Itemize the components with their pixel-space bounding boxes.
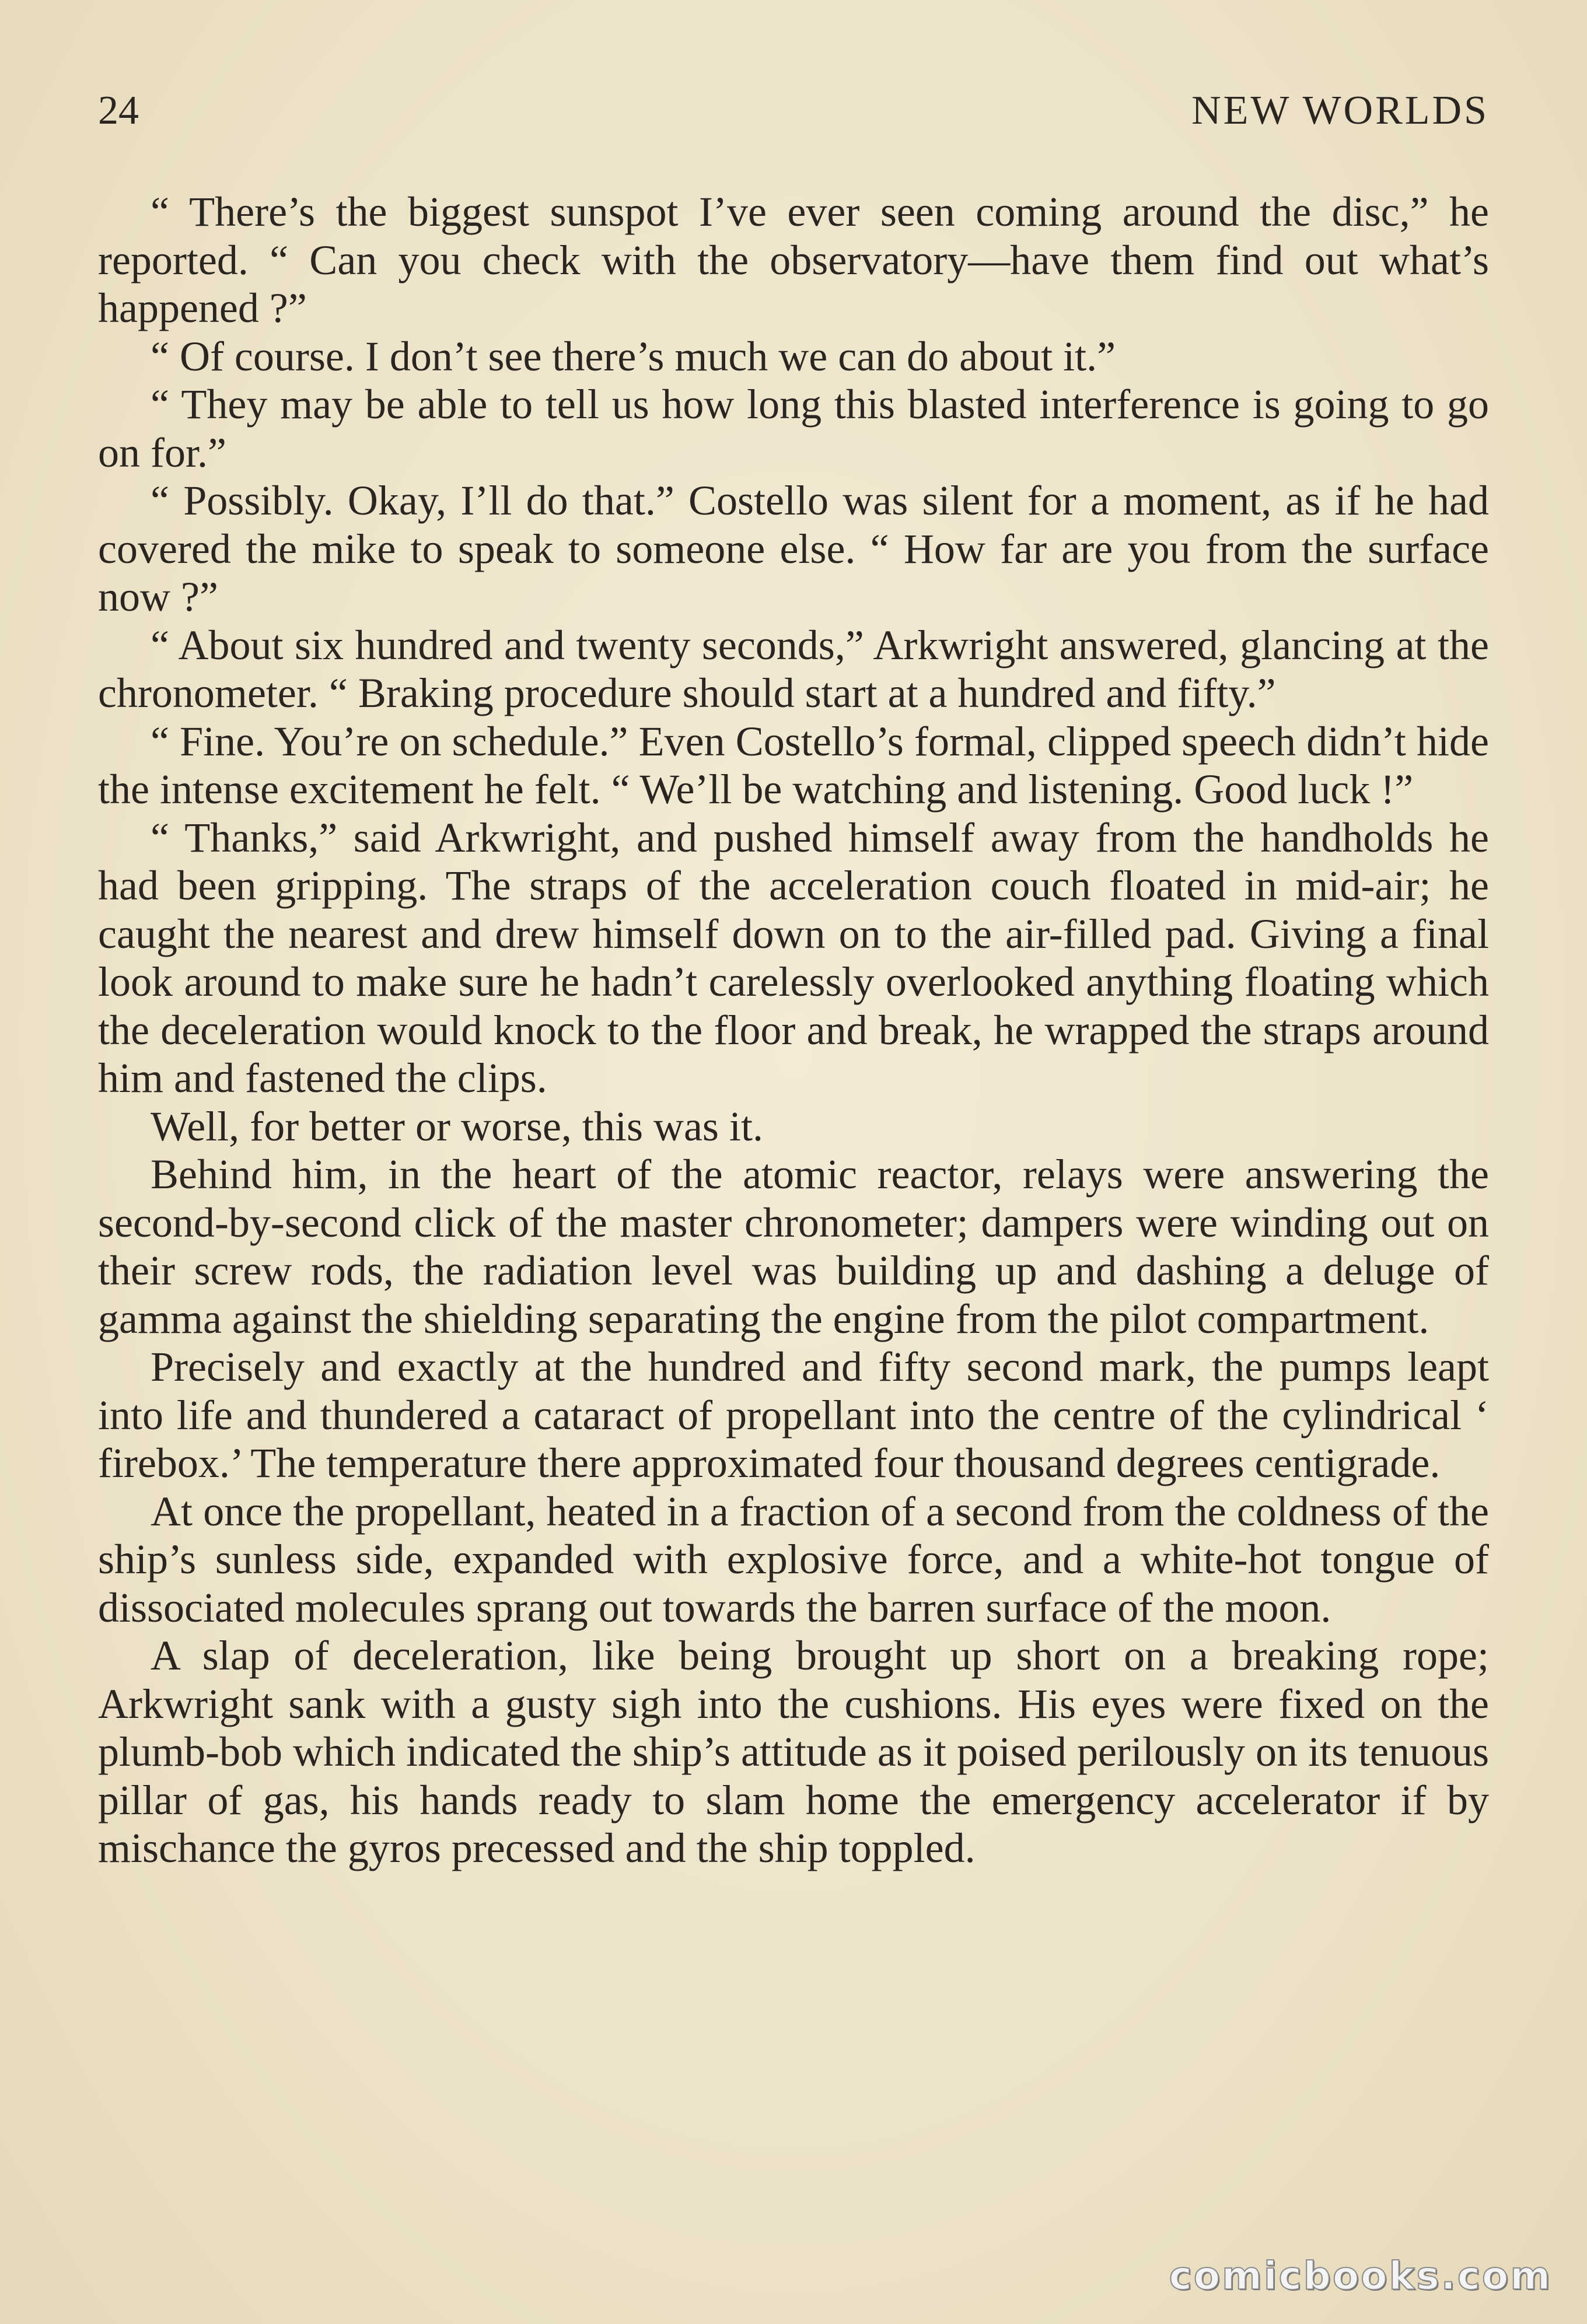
paragraph: Precisely and exactly at the hundred and fifty second mark, the pumps leapt into life and thundered a cataract of propellant into the centre of the cylindrical ‘ firebox.’ The temperature there approximated four thousand degrees centigrade. bbox=[98, 1343, 1489, 1486]
running-head bbox=[98, 88, 1489, 152]
paragraph: “ Of course. I don’t see there’s much we can do about it.” bbox=[151, 332, 1116, 380]
paragraph: “ They may be able to tell us how long this blasted interference is going to go on for.” bbox=[98, 381, 1489, 476]
paragraph: At once the propellant, heated in a fraction of a second from the coldness of the ship’s sunless side, expanded with explosive force, and a white-hot tongue of dissociated molecules sprang out towards the barren surface of the moon. bbox=[98, 1488, 1489, 1631]
paragraph: “ Possibly. Okay, I’ll do that.” Costello was silent for a moment, as if he had covered the mike to speak to someone else. “ How far are you from the surface now ?” bbox=[98, 477, 1489, 620]
watermark: comicbooks.com bbox=[1169, 2253, 1552, 2298]
paragraph: Well, for better or worse, this was it. bbox=[151, 1102, 763, 1150]
paragraph: Behind him, in the heart of the atomic reactor, relays were answering the second-by-second click of the master chronometer; dampers were winding out on their screw rods, the radiation level was building up and dashing a deluge of gamma against the shielding separating the engine from the pilot compartment. bbox=[98, 1151, 1489, 1342]
paragraph: A slap of deceleration, like being brought up short on a breaking rope; Arkwright sank with a gusty sigh into the cushions. His eyes were fixed on the plumb-bob which indicated the ship’s attitude as it poised perilously on its tenuous pillar of gas, his hands ready to slam home the emergency accelerator if by mischance the gyros precessed and the ship toppled. bbox=[98, 1632, 1489, 1871]
page-number: 24 bbox=[98, 88, 139, 133]
paragraph: “ About six hundred and twenty seconds,” Arkwright answered, glancing at the chronometer. “ Braking procedure should start at a hundred and fifty.” bbox=[98, 621, 1489, 716]
paragraph: “ There’s the biggest sunspot I’ve ever seen coming around the disc,” he reported. “ Can you check with the observatory—have them find out what’s happened ?” bbox=[98, 188, 1489, 331]
body-text bbox=[98, 188, 1489, 1873]
running-title: NEW WORLDS bbox=[1191, 88, 1489, 133]
paragraph: “ Fine. You’re on schedule.” Even Costello’s formal, clipped speech didn’t hide the intense excitement he felt. “ We’ll be watching and listening. Good luck !” bbox=[98, 718, 1489, 813]
paragraph: “ Thanks,” said Arkwright, and pushed himself away from the handholds he had been gripping. The straps of the acceleration couch floated in mid-air; he caught the nearest and drew himself down on to the air-filled pad. Giving a final look around to make sure he hadn’t carelessly overlooked anything floating which the deceleration would knock to the floor and break, he wrapped the straps around him and fastened the clips. bbox=[98, 814, 1489, 1101]
